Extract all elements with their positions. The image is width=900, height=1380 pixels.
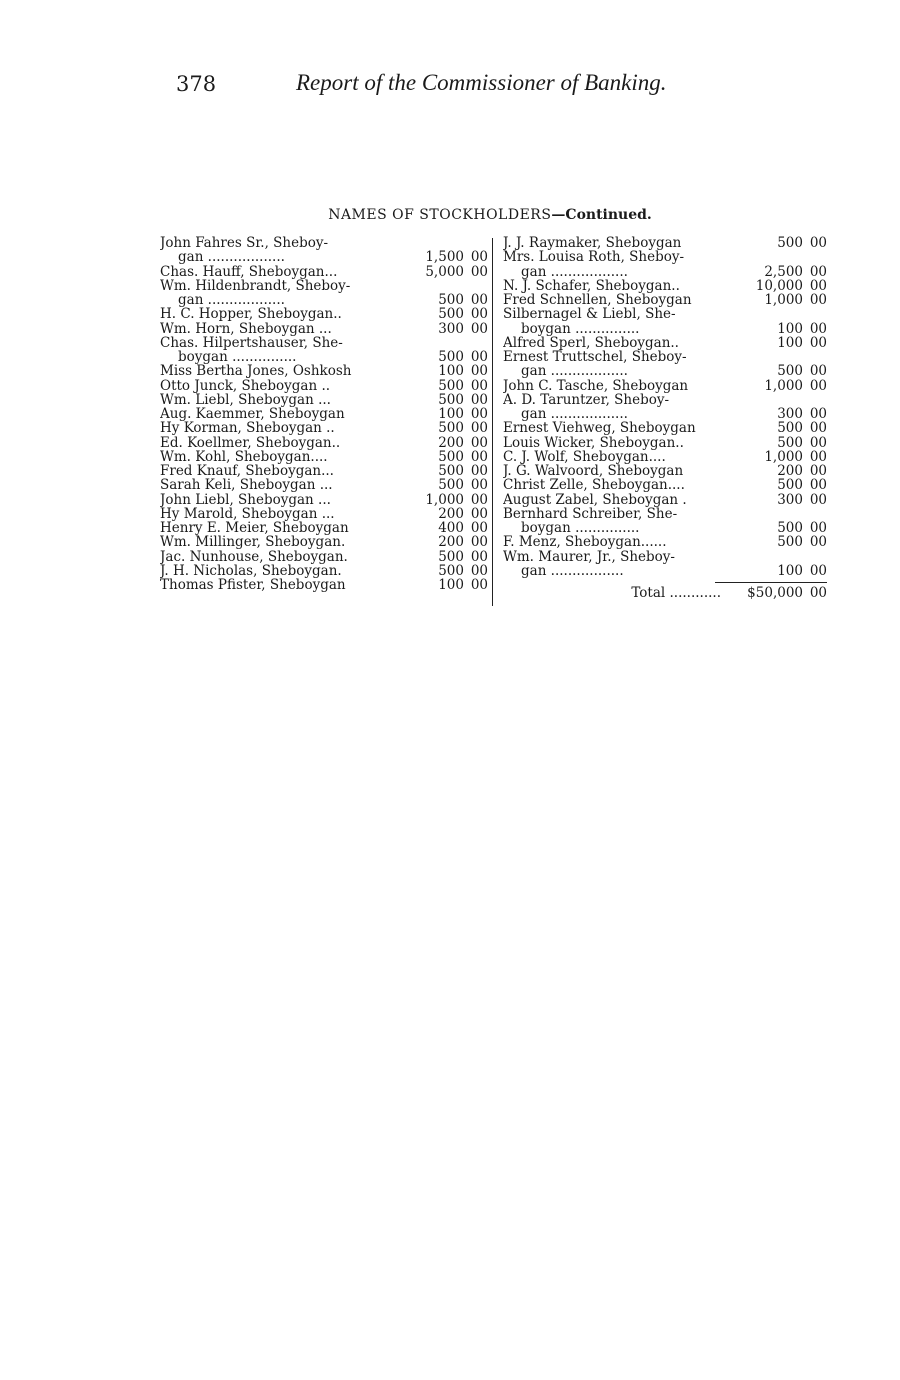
stock-cents <box>803 307 827 321</box>
stock-amount: 300 <box>438 320 464 337</box>
stock-amount: 200 <box>777 463 803 479</box>
stock-amount: 500 <box>438 477 464 494</box>
stock-amount <box>731 550 803 564</box>
total-amount: $50,000 <box>747 585 803 601</box>
stock-cents: 00 <box>470 463 488 479</box>
running-title: Report of the Commissioner of Banking. <box>296 70 667 95</box>
stock-cents: 00 <box>809 463 827 479</box>
stockholders-left-column <box>160 236 488 592</box>
stock-amount: 100 <box>438 363 464 380</box>
stockholder-name: C. J. Wolf, Sheboygan.... <box>503 449 666 464</box>
stockholder-name: John Liebl, Sheboygan ... <box>160 492 331 507</box>
stock-amount: 500 <box>438 562 464 579</box>
stockholder-row <box>503 350 827 364</box>
stockholder-row <box>503 250 827 264</box>
stockholder-name: Fred Knauf, Sheboygan... <box>160 464 334 479</box>
total-rule <box>715 582 827 583</box>
stockholder-row <box>503 493 827 507</box>
stock-cents: 00 <box>470 306 488 323</box>
stockholder-row <box>503 535 827 549</box>
stock-amount: 300 <box>777 406 803 422</box>
stock-cents <box>803 250 827 264</box>
stockholder-row <box>160 236 488 250</box>
stock-amount: 500 <box>438 420 464 437</box>
stockholder-name: Ed. Koellmer, Sheboygan.. <box>160 435 341 450</box>
stockholder-name: Wm. Kohl, Sheboygan.... <box>160 449 328 464</box>
stock-cents: 00 <box>809 334 827 351</box>
stock-cents <box>464 236 488 250</box>
stock-amount: 400 <box>438 520 464 536</box>
stockholder-name: Hy Korman, Sheboygan .. <box>160 421 335 436</box>
stockholder-name: boygan ............... <box>178 350 297 365</box>
stock-cents <box>803 393 827 407</box>
stockholder-name: Aug. Kaemmer, Sheboygan <box>160 407 345 422</box>
stock-cents: 00 <box>809 320 827 337</box>
stockholder-name: Bernhard Schreiber, She- <box>503 506 678 521</box>
stockholder-name: Hy Marold, Sheboygan ... <box>160 506 335 521</box>
stockholder-row <box>503 550 827 564</box>
stockholder-row <box>160 265 488 279</box>
stock-amount: 500 <box>438 377 464 394</box>
stock-amount <box>392 236 464 250</box>
stockholder-row <box>503 293 827 307</box>
stock-amount: 500 <box>777 434 803 451</box>
stockholder-name: Wm. Millinger, Sheboygan. <box>160 535 346 550</box>
stock-cents: 00 <box>809 406 827 422</box>
stock-amount: 500 <box>438 448 464 465</box>
stock-cents: 00 <box>470 377 488 394</box>
stockholder-row <box>160 450 488 464</box>
stock-amount <box>392 279 464 293</box>
stock-amount: 500 <box>438 292 464 308</box>
stock-amount <box>731 507 803 521</box>
stockholder-row <box>160 279 488 293</box>
total-cents: 00 <box>809 585 827 601</box>
stockholder-name: F. Menz, Sheboygan...... <box>503 535 667 550</box>
stockholder-row <box>160 535 488 549</box>
stockholder-row <box>503 265 827 279</box>
stockholder-row <box>160 550 488 564</box>
stockholder-name: Wm. Liebl, Sheboygan ... <box>160 392 331 407</box>
stock-cents: 00 <box>470 434 488 451</box>
stockholder-name: J. G. Walvoord, Sheboygan <box>503 464 684 479</box>
page-number: 378 <box>176 72 217 96</box>
stockholder-name: gan .................. <box>521 264 628 279</box>
stockholder-name: Chas. Hilpertshauser, She- <box>160 335 343 350</box>
stock-amount: 10,000 <box>755 277 803 294</box>
stockholder-name: Silbernagel & Liebl, She- <box>503 307 676 322</box>
stock-amount: 500 <box>438 306 464 323</box>
stock-amount: 100 <box>777 334 803 351</box>
stockholder-name: August Zabel, Sheboygan . <box>503 492 687 507</box>
stock-amount <box>731 393 803 407</box>
stockholder-name: Thomas Pfister, Sheboygan <box>160 578 346 593</box>
stockholder-name: gan ................. <box>521 563 624 578</box>
stock-cents: 00 <box>470 363 488 380</box>
stock-amount: 500 <box>777 477 803 494</box>
stockholder-row <box>503 393 827 407</box>
stockholder-name: H. C. Hopper, Sheboygan.. <box>160 307 342 322</box>
stock-amount: 500 <box>438 548 464 565</box>
stockholder-row <box>160 564 488 578</box>
stockholder-row <box>503 464 827 478</box>
stockholder-name: gan .................. <box>178 293 285 308</box>
stock-amount <box>731 350 803 364</box>
stockholder-row <box>503 336 827 350</box>
column-divider <box>492 238 493 606</box>
stockholder-name: boygan ............... <box>521 321 640 336</box>
stockholder-row <box>160 322 488 336</box>
stockholder-name: gan .................. <box>521 407 628 422</box>
stockholder-name: John Fahres Sr., Sheboy- <box>160 236 329 251</box>
stockholder-row <box>160 336 488 350</box>
stockholder-name: A. D. Taruntzer, Sheboy- <box>503 392 670 407</box>
stockholder-row <box>160 421 488 435</box>
stock-amount: 100 <box>438 577 464 593</box>
stock-cents: 00 <box>809 277 827 294</box>
total-label: Total ............ <box>631 586 721 601</box>
stockholders-right-column <box>503 236 827 600</box>
stock-amount: 500 <box>438 463 464 479</box>
stockholder-row <box>160 293 488 307</box>
total-row <box>503 586 827 600</box>
stock-cents: 00 <box>809 263 827 280</box>
stockholder-row <box>503 307 827 321</box>
stockholder-row <box>160 507 488 521</box>
stockholder-name: Christ Zelle, Sheboygan.... <box>503 478 685 493</box>
stockholder-row <box>160 478 488 492</box>
stockholder-row <box>160 578 488 592</box>
stock-amount: 300 <box>777 491 803 508</box>
stockholder-name: Jac. Nunhouse, Sheboygan. <box>160 549 348 564</box>
stockholder-name: Miss Bertha Jones, Oshkosh <box>160 364 352 379</box>
stockholder-row <box>160 393 488 407</box>
stock-cents: 00 <box>809 448 827 465</box>
stockholder-row <box>503 478 827 492</box>
stock-cents: 00 <box>470 548 488 565</box>
stockholder-row <box>503 450 827 464</box>
stock-amount: 200 <box>438 534 464 551</box>
stock-amount <box>731 307 803 321</box>
stock-cents: 00 <box>809 562 827 579</box>
stock-cents <box>803 350 827 364</box>
stock-cents: 00 <box>809 235 827 251</box>
stockholder-name: Sarah Keli, Sheboygan ... <box>160 478 333 493</box>
stockholder-name: Louis Wicker, Sheboygan.. <box>503 435 684 450</box>
stock-cents: 00 <box>809 477 827 494</box>
stock-amount: 200 <box>438 505 464 522</box>
stock-amount: 500 <box>777 534 803 551</box>
stock-cents: 00 <box>809 377 827 394</box>
stockholder-row <box>160 407 488 421</box>
stock-cents: 00 <box>470 420 488 437</box>
stock-cents <box>803 550 827 564</box>
stockholder-row <box>503 236 827 250</box>
stock-amount: 500 <box>438 349 464 365</box>
stockholder-row <box>503 364 827 378</box>
stockholder-row <box>160 379 488 393</box>
stock-amount: 500 <box>777 235 803 251</box>
stockholder-row <box>160 464 488 478</box>
stock-cents: 00 <box>809 534 827 551</box>
stock-amount: 1,500 <box>425 249 464 266</box>
stock-amount: 1,000 <box>764 448 803 465</box>
stock-cents: 00 <box>470 477 488 494</box>
stockholder-name: J. H. Nicholas, Sheboygan. <box>160 563 342 578</box>
stockholder-name: Chas. Hauff, Sheboygan... <box>160 264 338 279</box>
stock-cents: 00 <box>470 577 488 593</box>
stockholder-name: boygan ............... <box>521 521 640 536</box>
stockholder-row <box>160 307 488 321</box>
stock-amount <box>392 336 464 350</box>
section-heading <box>0 207 900 223</box>
stockholder-row <box>160 493 488 507</box>
stockholder-name: Alfred Sperl, Sheboygan.. <box>503 335 679 350</box>
stockholder-name: Ernest Truttschel, Sheboy- <box>503 350 687 365</box>
stockholder-row <box>503 322 827 336</box>
stock-amount: 1,000 <box>764 292 803 308</box>
stock-cents: 00 <box>470 448 488 465</box>
stockholder-name: gan .................. <box>178 250 285 265</box>
stockholder-name: Wm. Maurer, Jr., Sheboy- <box>503 549 675 564</box>
stock-cents: 00 <box>470 534 488 551</box>
stockholder-name: John C. Tasche, Sheboygan <box>503 378 689 393</box>
stock-amount: 1,000 <box>764 377 803 394</box>
stock-amount: 200 <box>438 434 464 451</box>
stock-amount: 100 <box>777 562 803 579</box>
stock-amount: 1,000 <box>425 491 464 508</box>
stock-amount: 5,000 <box>425 263 464 280</box>
stock-amount: 500 <box>438 391 464 408</box>
stockholder-row <box>160 521 488 535</box>
stock-cents: 00 <box>809 434 827 451</box>
stockholder-row <box>503 436 827 450</box>
stockholder-name: Ernest Viehweg, Sheboygan <box>503 421 696 436</box>
stockholder-row <box>160 250 488 264</box>
stockholder-row <box>503 279 827 293</box>
stock-amount: 500 <box>777 363 803 380</box>
stock-cents: 00 <box>809 363 827 380</box>
stock-amount: 500 <box>777 420 803 437</box>
stock-cents: 00 <box>470 562 488 579</box>
stockholder-row <box>503 379 827 393</box>
stock-cents: 00 <box>470 263 488 280</box>
section-heading-text: NAMES OF STOCKHOLDERS <box>328 207 552 223</box>
stockholder-name: Mrs. Louisa Roth, Sheboy- <box>503 250 685 265</box>
stockholder-name: J. J. Raymaker, Sheboygan <box>503 236 682 251</box>
stock-cents: 00 <box>470 406 488 422</box>
stock-cents: 00 <box>809 420 827 437</box>
stockholder-name: Wm. Hildenbrandt, Sheboy- <box>160 278 351 293</box>
stockholder-name: N. J. Schafer, Sheboygan.. <box>503 278 680 293</box>
stock-cents: 00 <box>470 249 488 266</box>
stock-amount: 500 <box>777 520 803 536</box>
stock-cents: 00 <box>470 505 488 522</box>
stock-cents: 00 <box>470 491 488 508</box>
stock-cents: 00 <box>470 391 488 408</box>
stockholder-row <box>503 407 827 421</box>
stock-cents: 00 <box>809 292 827 308</box>
stockholder-name: Fred Schnellen, Sheboygan <box>503 293 692 308</box>
stockholder-name: Wm. Horn, Sheboygan ... <box>160 321 332 336</box>
stockholder-row <box>160 364 488 378</box>
stock-amount <box>731 250 803 264</box>
stock-cents: 00 <box>470 292 488 308</box>
stock-cents <box>803 507 827 521</box>
stock-cents <box>464 336 488 350</box>
stock-amount: 100 <box>777 320 803 337</box>
stock-cents <box>464 279 488 293</box>
stock-amount: 2,500 <box>764 263 803 280</box>
stockholder-name: gan .................. <box>521 364 628 379</box>
stockholder-row <box>503 564 827 578</box>
stockholder-row <box>503 421 827 435</box>
stock-amount: 100 <box>438 406 464 422</box>
stock-cents: 00 <box>470 320 488 337</box>
stock-cents: 00 <box>470 349 488 365</box>
stock-cents: 00 <box>470 520 488 536</box>
stock-cents: 00 <box>809 520 827 536</box>
stockholder-row <box>503 507 827 521</box>
stockholder-name: Henry E. Meier, Sheboygan <box>160 521 349 536</box>
stockholder-row <box>160 436 488 450</box>
stockholder-row <box>503 521 827 535</box>
stockholder-name: Otto Junck, Sheboygan .. <box>160 378 331 393</box>
stockholder-row <box>160 350 488 364</box>
section-heading-suffix: —Continued. <box>551 207 652 223</box>
stock-cents: 00 <box>809 491 827 508</box>
